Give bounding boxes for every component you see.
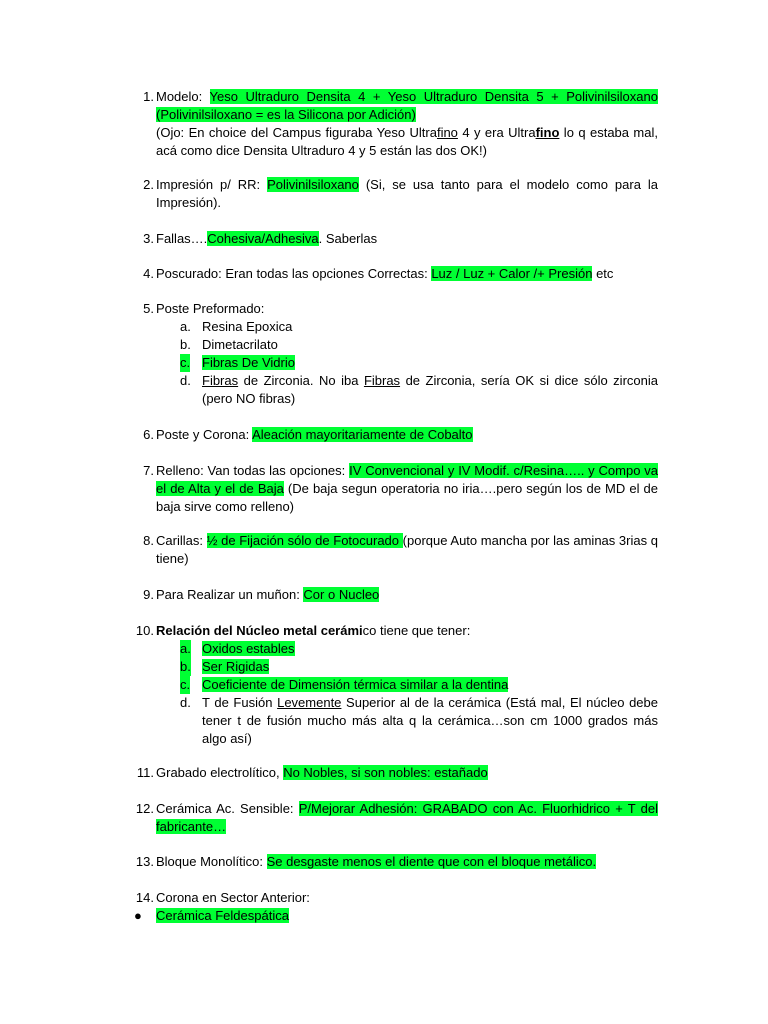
highlighted-answer: Oxidos estables [202,641,295,656]
list-item-6: 6. Poste y Corona: Aleación mayoritariamente de Cobalto [143,427,473,442]
list-item-4: 4. Poscurado: Eran todas las opciones Correctas: Luz / Luz + Calor /+ Presión etc [143,266,614,281]
list-item-12: 12. Cerámica Ac. Sensible: P/Mejorar Adhesión: GRABADO con Ac. Fluorhidrico + T del fabricante… [135,801,658,834]
list-item-7: 7. Relleno: Van todas las opciones: IV Convencional y IV Modif. c/Resina….. y Compo va el de Alta y el de Baja (De baja segun operatoria no iria….pero según los de MD el de baja sirve como relleno) [143,463,659,514]
list-item-11: 11. Grabado electrolítico, No Nobles, si son nobles: estañado [136,765,488,780]
list-item-5: 5. Poste Preformado: a. Resina Epoxica b. Dimetacrilato c. Fibras De Vidrio d. Fibras de Zirconia. No iba Fibras de Zirconia, sería OK si dice sólo zirconia (pero NO fibras) [143,301,658,406]
highlighted-answer: IV Convencional y IV Modif. c/Resina….. y Compo va el de Alta y el de Baja [156,463,658,496]
highlighted-answer: No Nobles, si son nobles: estañado [283,765,488,780]
list-item-8: 8. Carillas: ½ de Fijación sólo de Fotocurado (porque Auto mancha por las aminas 3rias q tiene) [143,533,658,566]
highlighted-answer: Yeso Ultraduro Densita 4 + Yeso Ultraduro Densita 5 + Polivinilsiloxano (Polivinilsiloxano = es la Silicona por Adición) [156,89,658,122]
list-item-14: 14. Corona en Sector Anterior: [135,890,310,905]
bullet-item [130,907,658,925]
sub-item-a: a. Oxidos estables [180,641,295,656]
highlighted-answer: Luz / Luz + Calor /+ Presión [431,266,593,281]
bullet-icon: ● [134,908,142,923]
sub-item-b: b. Ser Rigidas [180,659,270,674]
highlighted-answer: Cor o Nucleo [303,587,380,602]
highlighted-answer: Coeficiente de Dimensión térmica similar a la dentina [202,677,509,692]
highlighted-answer: Cohesiva/Adhesiva [207,231,319,246]
highlighted-answer: ½ de Fijación sólo de Fotocurado [206,533,403,548]
list-item-2: 2. Impresión p/ RR: Polivinilsiloxano (Si, se usa tanto para el modelo como para la Impresión). [143,177,658,210]
sub-item-d: d. Fibras de Zirconia. No iba Fibras de Zirconia, sería OK si dice sólo zirconia (pero NO fibras) [180,373,658,406]
list-item-13: 13. Bloque Monolítico: Se desgaste menos el diente que con el bloque metálico. [135,854,597,869]
sub-item-c: c. Fibras De Vidrio [180,355,295,370]
highlighted-answer: P/Mejorar Adhesión: GRABADO con Ac. Fluorhidrico + T del fabricante… [156,801,658,834]
list-item-9: 9. Para Realizar un muñon: Cor o Nucleo [143,587,380,602]
highlighted-answer: Se desgaste menos el diente que con el bloque metálico. [266,854,597,869]
list-item-10: 10. Relación del Núcleo metal cerámico tiene que tener: a. Oxidos estables b. Ser Rigidas c. Coeficiente de Dimensión térmica similar a la dentina d. T de Fusión Levemente Superior al de la cerámica (Está mal, El núcleo debe tener t de fusión mucho más alta q la cerámica…son cm 1000 grados más algo así) [135,623,658,746]
highlighted-answer: Aleación mayoritariamente de Cobalto [252,427,473,442]
highlighted-answer: Cerámica Feldespática [156,908,289,923]
sub-item-b: b. Dimetacrilato [180,337,278,352]
highlighted-answer: Fibras De Vidrio [202,355,295,370]
sub-item-d: d. T de Fusión Levemente Superior al de la cerámica (Está mal, El núcleo debe tener t de fusión mucho más alta q la cerámica…son cm 1000 grados más algo así) [180,695,658,746]
sub-item-a: a. Resina Epoxica [180,319,293,334]
sub-item-c: c. Coeficiente de Dimensión térmica similar a la dentina [180,677,509,692]
item-label: Modelo: [156,89,203,104]
highlighted-answer: Polivinilsiloxano [267,177,359,192]
list-item-3: 3. Fallas….Cohesiva/Adhesiva. Saberlas [143,231,378,246]
list-item-1: 1. Modelo: Yeso Ultraduro Densita 4 + Yeso Ultraduro Densita 5 + Polivinilsiloxano (Polivinilsiloxano = es la Silicona por Adición) (Ojo: En choice del Campus figuraba Yeso Ultrafino 4 y era Ultrafino lo q estaba mal, acá como dice Densita Ultraduro 4 y 5 están las dos OK!) [143,89,658,158]
highlighted-answer: Ser Rigidas [202,659,270,674]
